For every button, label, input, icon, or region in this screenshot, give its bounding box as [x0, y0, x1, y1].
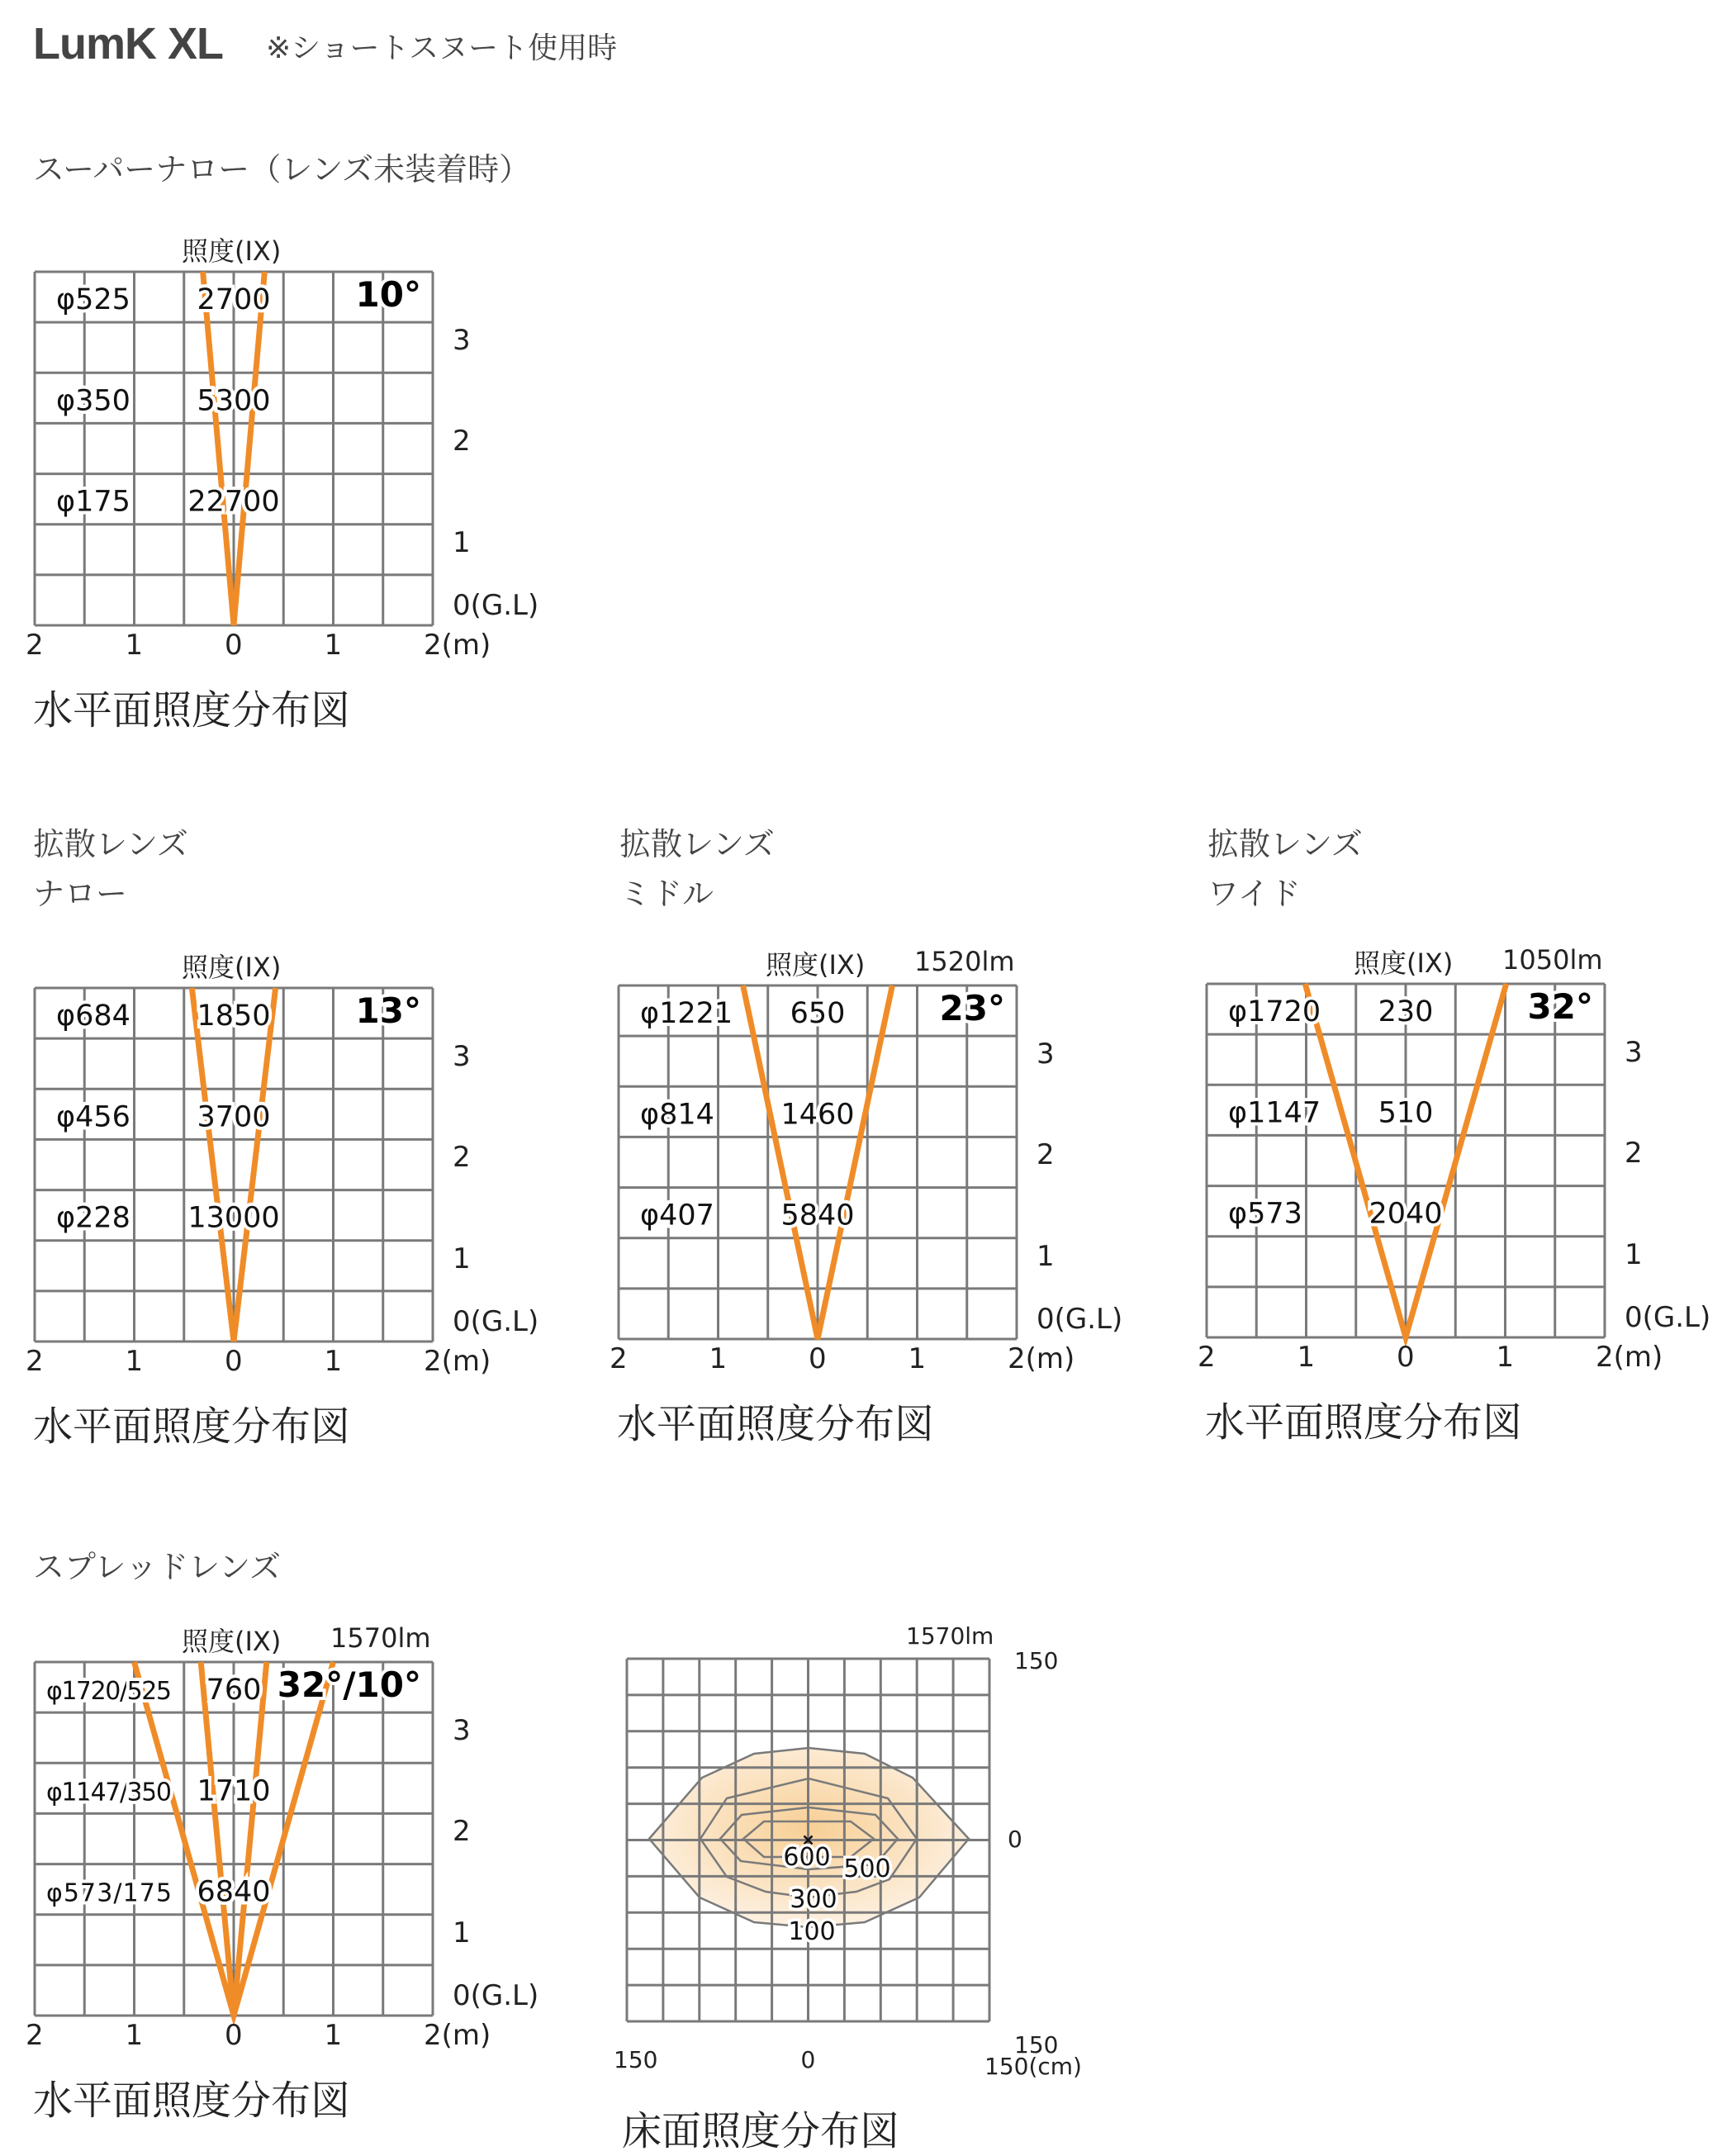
- contour-value-label: 500: [843, 1854, 891, 1883]
- lumen-label: 1520lm: [914, 946, 1015, 977]
- section-label-spread: スプレッドレンズ: [33, 1549, 282, 1585]
- contour-value-label: 300: [790, 1885, 837, 1914]
- diameter-label: φ175: [56, 485, 130, 519]
- beam-chart-super_narrow: [33, 270, 434, 627]
- diameter-label: φ814: [640, 1098, 714, 1132]
- illuminance-caption: 照度(IX): [182, 235, 282, 267]
- diameter-label: φ1147: [1228, 1096, 1321, 1130]
- x-tick-label: 2(m): [424, 2019, 491, 2052]
- illuminance-caption: 照度(IX): [182, 1626, 282, 1657]
- x-tick-label: 0: [225, 1345, 243, 1378]
- diameter-label: φ573: [1228, 1197, 1302, 1231]
- section-label-wide: [1207, 819, 1363, 919]
- diameter-label: φ228: [56, 1201, 130, 1235]
- section-label-narrow-line2: ナロー: [33, 876, 128, 912]
- diameter-label: φ525: [56, 283, 130, 317]
- y-tick-label: 1: [1625, 1237, 1643, 1271]
- x-tick-label: 0: [800, 2046, 816, 2073]
- floor-contour-chart: [625, 1657, 991, 2023]
- y-tick-label: 3: [453, 1714, 471, 1748]
- chart-title-horizontal: 水平面照度分布図: [617, 1401, 935, 1447]
- y-tick-label: 2: [453, 1815, 471, 1849]
- diameter-label: φ456: [56, 1100, 130, 1134]
- x-tick-label: 0: [1397, 1341, 1415, 1374]
- x-tick-label: 2(m): [424, 629, 491, 662]
- section-label-wide-line1: 拡散レンズ: [1207, 826, 1363, 862]
- y-tick-label: 2: [453, 425, 471, 458]
- diameter-label: φ684: [56, 1000, 130, 1033]
- diameter-label: φ1221: [640, 997, 733, 1031]
- chart-title-horizontal: 水平面照度分布図: [33, 2078, 351, 2124]
- y-tick-label: 3: [1625, 1036, 1643, 1070]
- y-tick-label: 2: [1037, 1138, 1055, 1172]
- chart-title-floor: 床面照度分布図: [622, 2108, 900, 2154]
- illuminance-caption: 照度(IX): [1354, 947, 1454, 979]
- x-tick-label: 1: [324, 2019, 343, 2052]
- y-tick-label: 2: [1625, 1137, 1643, 1171]
- x-tick-label: 150: [614, 2046, 658, 2073]
- x-tick-label: 2(m): [1008, 1342, 1075, 1375]
- x-tick-label: 2: [1198, 1341, 1216, 1374]
- section-label-middle: [619, 819, 775, 919]
- beam-angle-label: 10°: [355, 274, 421, 315]
- x-tick-label: 1: [908, 1342, 927, 1375]
- illuminance-value: 1710: [197, 1774, 271, 1808]
- diameter-label: φ573/175: [46, 1878, 172, 1908]
- lumen-label: 1570lm: [330, 1622, 431, 1654]
- section-label-wide-line2: ワイド: [1207, 876, 1301, 912]
- illuminance-value: 2700: [197, 283, 271, 317]
- lumen-label: 1050lm: [1502, 944, 1603, 976]
- x-tick-label: 1: [125, 2019, 144, 2052]
- beam-chart-middle: [617, 984, 1018, 1341]
- contour-value-label: 600: [783, 1843, 831, 1872]
- illuminance-value: 5840: [780, 1199, 855, 1232]
- y-tick-label: 150: [1014, 2031, 1059, 2059]
- y-tick-label: 3: [453, 1040, 471, 1074]
- beam-angle-label: 23°: [939, 988, 1005, 1028]
- chart-title-horizontal: 水平面照度分布図: [33, 687, 351, 734]
- chart-title-horizontal: 水平面照度分布図: [1205, 1399, 1523, 1446]
- contour-value-label: 100: [788, 1917, 836, 1946]
- y-tick-label: 0(G.L): [453, 589, 539, 622]
- x-tick-label: 1: [709, 1342, 728, 1375]
- x-tick-label: 2: [26, 629, 44, 662]
- illuminance-value: 650: [790, 997, 846, 1031]
- diameter-label: φ1720/525: [46, 1677, 172, 1707]
- x-tick-label: 2: [26, 2019, 44, 2052]
- y-tick-label: 3: [1037, 1038, 1055, 1071]
- chart-title-horizontal: 水平面照度分布図: [33, 1403, 351, 1450]
- x-tick-label: 0: [225, 629, 243, 662]
- illuminance-value: 510: [1378, 1096, 1434, 1130]
- beam-chart-spread: [33, 1660, 434, 2017]
- illuminance-value: 1460: [780, 1098, 855, 1132]
- x-tick-label: 1: [324, 629, 343, 662]
- x-tick-label: 2(m): [424, 1345, 491, 1378]
- y-tick-label: 0(G.L): [1037, 1303, 1123, 1336]
- x-tick-label: 1: [1297, 1341, 1316, 1374]
- illuminance-value: 230: [1378, 995, 1434, 1029]
- y-tick-label: 0(G.L): [453, 1979, 539, 2012]
- beam-angle-label: 13°: [355, 990, 421, 1031]
- illuminance-caption: 照度(IX): [766, 949, 866, 981]
- x-tick-label: 2: [610, 1342, 628, 1375]
- y-tick-label: 0(G.L): [453, 1305, 539, 1338]
- illuminance-value: 13000: [187, 1201, 280, 1235]
- x-tick-label: 1: [324, 1345, 343, 1378]
- y-tick-label: 0(G.L): [1625, 1301, 1711, 1334]
- illuminance-value: 3700: [197, 1100, 271, 1134]
- y-tick-label: 1: [453, 1242, 471, 1275]
- section-label-middle-line1: 拡散レンズ: [619, 826, 775, 862]
- x-tick-label: 1: [125, 1345, 144, 1378]
- y-tick-label: 1: [1037, 1239, 1055, 1273]
- usage-note: ※ショートスヌート使用時: [266, 31, 618, 65]
- beam-angle-label: 32°/10°: [277, 1664, 421, 1705]
- section-label-narrow-line1: 拡散レンズ: [33, 826, 188, 862]
- section-label-middle-line2: ミドル: [619, 876, 714, 912]
- diameter-label: φ1720: [1228, 995, 1321, 1029]
- illuminance-value: 5300: [197, 384, 271, 418]
- x-tick-label: 150(cm): [984, 2053, 1082, 2080]
- illuminance-value: 760: [206, 1674, 262, 1707]
- illuminance-caption: 照度(IX): [182, 952, 282, 983]
- y-tick-label: 3: [453, 324, 471, 358]
- x-tick-label: 1: [1496, 1341, 1515, 1374]
- x-tick-label: 0: [809, 1342, 827, 1375]
- product-title: LumK XL: [33, 19, 223, 69]
- y-tick-label: 0: [1008, 1825, 1022, 1853]
- illuminance-value: 2040: [1369, 1197, 1443, 1231]
- lumen-label: 1570lm: [906, 1622, 994, 1650]
- x-tick-label: 2(m): [1596, 1341, 1663, 1374]
- beam-chart-wide: [1205, 982, 1606, 1339]
- section-label-super-narrow: スーパーナロー（レンズ未装着時）: [33, 151, 531, 188]
- x-tick-label: 2: [26, 1345, 44, 1378]
- y-tick-label: 1: [453, 525, 471, 559]
- diameter-label: φ1147/350: [46, 1778, 172, 1807]
- beam-chart-narrow: [33, 986, 434, 1343]
- diameter-label: φ407: [640, 1199, 714, 1232]
- y-tick-label: 1: [453, 1916, 471, 1949]
- illuminance-value: 1850: [197, 1000, 271, 1033]
- y-tick-label: 2: [453, 1141, 471, 1175]
- section-label-narrow: [33, 819, 188, 919]
- x-tick-label: 1: [125, 629, 144, 662]
- illuminance-value: 6840: [197, 1875, 271, 1909]
- y-tick-label: 150: [1014, 1647, 1059, 1674]
- beam-angle-label: 32°: [1527, 986, 1593, 1027]
- diameter-label: φ350: [56, 384, 130, 418]
- illuminance-value: 22700: [187, 485, 280, 519]
- x-tick-label: 0: [225, 2019, 243, 2052]
